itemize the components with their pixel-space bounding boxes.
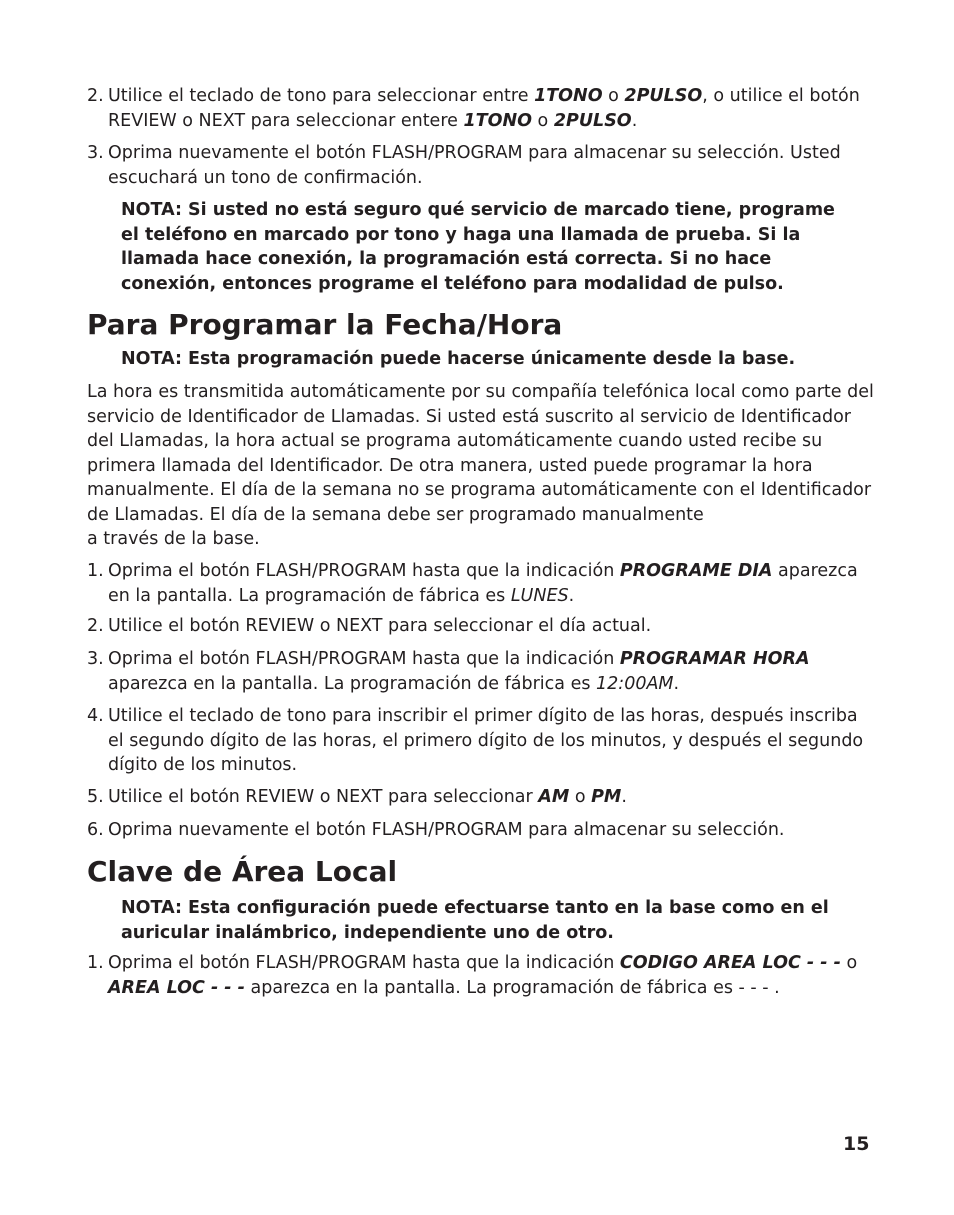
page-number: 15 bbox=[843, 1133, 870, 1155]
text-run: . bbox=[621, 787, 627, 807]
text-run: o bbox=[531, 110, 554, 131]
list-number: 3. bbox=[87, 649, 104, 669]
text-run: aparezca en la pantalla. La programación de fábrica es bbox=[108, 673, 597, 694]
list-item bbox=[87, 951, 877, 1000]
list-number: 6. bbox=[87, 820, 104, 840]
note-base-only: NOTA: Esta programación puede hacerse únicamente desde la base. bbox=[121, 349, 796, 369]
list-item bbox=[87, 141, 877, 190]
list-text: Oprima nuevamente el botón FLASH/PROGRAM para almacenar su selección. bbox=[108, 820, 785, 840]
list-number: 4. bbox=[87, 706, 104, 726]
factory-default: LUNES bbox=[510, 585, 569, 606]
text-run: aparezca en la pantalla. La programación de fábrica es bbox=[108, 561, 858, 606]
heading-local-area-code: Clave de Área Local bbox=[87, 855, 398, 888]
list-text: Utilice el botón REVIEW o NEXT para seleccionar el día actual. bbox=[108, 616, 652, 636]
note-dialing-service: NOTA: Si usted no está seguro qué servicio de marcado tiene, programe el teléfono en marcado por tono y haga una llamada de prueba. Si la llamada hace conexión, la programación está correcta. Si no hace conexión, entonces programe el teléfono para modalidad de pulso. bbox=[121, 200, 835, 294]
paragraph-text: La hora es transmitida automáticamente por su compañía telefónica local como parte del servicio de Identificador de Llamadas. Si usted está suscrito al servicio de Identificador del Llamadas, la hora actual se programa automáticamente cuando usted recibe su primera llamada del Identificador. De otra manera, usted puede programar la hora manualmente. El día de la semana no se programa automáticamente con el Identificador de Llamadas. El día de la semana debe ser programado manualmente bbox=[87, 382, 874, 525]
paragraph-text: a través de la base. bbox=[87, 529, 260, 549]
list-item bbox=[87, 559, 877, 608]
text-run: , o utilice el botón REVIEW o NEXT para seleccionar entere bbox=[108, 86, 860, 131]
list-number: 2. bbox=[87, 86, 104, 106]
text-run: Oprima el botón FLASH/PROGRAM hasta que la indicación bbox=[108, 649, 620, 669]
option-am: AM bbox=[538, 787, 570, 807]
display-indication: AREA LOC - - - bbox=[108, 977, 245, 998]
option-1tono: 1TONO bbox=[534, 86, 603, 106]
text-run: Utilice el botón REVIEW o NEXT para seleccionar bbox=[108, 787, 539, 807]
heading-date-time: Para Programar la Fecha/Hora bbox=[87, 308, 563, 341]
text-run: . bbox=[568, 585, 575, 606]
list-text: Utilice el teclado de tono para inscribir el primer dígito de las horas, después inscriba el segundo dígito de las horas, el primero dígito de los minutos, y después el segundo dígito de los minutos. bbox=[108, 706, 864, 775]
list-item bbox=[87, 614, 877, 639]
text-run: . bbox=[631, 110, 638, 131]
paragraph-time-info bbox=[87, 380, 877, 552]
list-number: 5. bbox=[87, 787, 104, 807]
text-run: . bbox=[673, 673, 680, 694]
list-text: Oprima nuevamente el botón FLASH/PROGRAM para almacenar su selección. Usted escuchará un tono de confirmación. bbox=[108, 143, 841, 188]
option-2pulso: 2PULSO bbox=[624, 86, 703, 106]
text-run: o bbox=[569, 787, 592, 807]
option-1tono: 1TONO bbox=[463, 110, 532, 131]
list-text bbox=[108, 951, 877, 1000]
text-run: o bbox=[602, 86, 625, 106]
list-number: 3. bbox=[87, 143, 104, 163]
factory-default: - - - . bbox=[738, 977, 780, 998]
list-item bbox=[87, 647, 877, 696]
note-config-base-handset: NOTA: Esta configuración puede efectuarse tanto en la base como en el auricular inalámbrico, independiente uno de otro. bbox=[121, 898, 829, 943]
list-number: 1. bbox=[87, 953, 104, 973]
list-text bbox=[108, 559, 877, 608]
list-item bbox=[87, 704, 877, 778]
factory-default: 12:00AM bbox=[596, 673, 674, 694]
list-text bbox=[108, 785, 877, 810]
list-item bbox=[87, 818, 877, 843]
list-number: 1. bbox=[87, 561, 104, 581]
list-text bbox=[108, 84, 877, 133]
display-indication: PROGRAME DIA bbox=[619, 561, 773, 581]
list-item bbox=[87, 785, 877, 810]
text-run: Utilice el teclado de tono para seleccionar entre bbox=[108, 86, 535, 106]
option-pm: PM bbox=[591, 787, 622, 807]
display-indication: CODIGO AREA LOC - - - bbox=[619, 953, 841, 973]
option-2pulso: 2PULSO bbox=[553, 110, 632, 131]
list-item bbox=[87, 84, 877, 133]
list-text bbox=[108, 647, 877, 696]
text-run: o bbox=[840, 953, 858, 973]
text-run: aparezca en la pantalla. La programación de fábrica es bbox=[244, 977, 739, 998]
text-run: Oprima el botón FLASH/PROGRAM hasta que la indicación bbox=[108, 953, 620, 973]
display-indication: PROGRAMAR HORA bbox=[619, 649, 810, 669]
text-run: Oprima el botón FLASH/PROGRAM hasta que la indicación bbox=[108, 561, 620, 581]
list-number: 2. bbox=[87, 616, 104, 636]
